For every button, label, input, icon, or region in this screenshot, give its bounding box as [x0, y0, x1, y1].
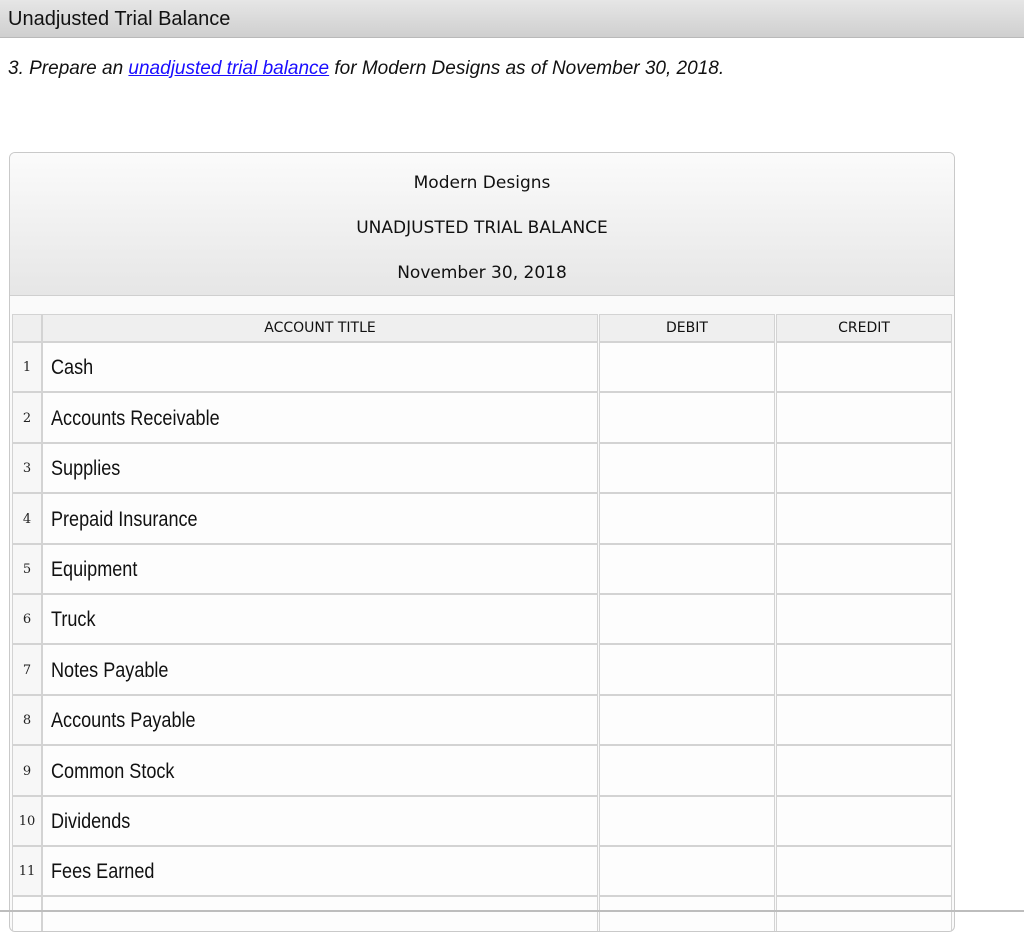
debit-input[interactable]	[599, 594, 775, 644]
credit-input[interactable]	[776, 544, 952, 594]
credit-header: CREDIT	[776, 314, 952, 342]
instruction-prefix: 3. Prepare an	[8, 58, 129, 79]
row-number: 11	[12, 846, 42, 896]
account-title-header: ACCOUNT TITLE	[42, 314, 598, 342]
account-title-cell	[42, 392, 598, 443]
table-cell-partial	[599, 896, 775, 932]
debit-input[interactable]	[599, 392, 775, 443]
credit-input[interactable]	[776, 342, 952, 392]
account-title-cell	[42, 443, 598, 493]
row-number: 10	[12, 796, 42, 846]
account-title-text: Accounts Receivable	[51, 407, 220, 430]
credit-input[interactable]	[776, 392, 952, 443]
row-number: 6	[12, 594, 42, 644]
account-title-cell	[42, 544, 598, 594]
table-cell-partial	[42, 896, 598, 932]
instruction-suffix: for Modern Designs as of November 30, 2018.	[329, 58, 725, 79]
debit-input[interactable]	[599, 342, 775, 392]
row-number: 4	[12, 493, 42, 544]
account-title-text: Truck	[51, 608, 96, 631]
row-number-header	[12, 314, 42, 342]
company-name: Modern Designs	[413, 173, 551, 193]
account-title-cell	[42, 594, 598, 644]
credit-input[interactable]	[776, 644, 952, 695]
credit-input[interactable]	[776, 594, 952, 644]
account-title-text: Notes Payable	[51, 659, 169, 682]
table-cell-partial	[12, 896, 42, 932]
trial-balance-panel	[9, 152, 955, 932]
row-number: 2	[12, 392, 42, 443]
credit-input[interactable]	[776, 745, 952, 796]
section-title: Unadjusted Trial Balance	[8, 8, 231, 30]
account-title-cell	[42, 493, 598, 544]
account-title-text: Accounts Payable	[51, 709, 196, 732]
row-number: 3	[12, 443, 42, 493]
account-title-text: Fees Earned	[51, 860, 155, 883]
debit-input[interactable]	[599, 644, 775, 695]
row-number: 8	[12, 695, 42, 745]
credit-input[interactable]	[776, 443, 952, 493]
account-title-cell	[42, 796, 598, 846]
debit-input[interactable]	[599, 796, 775, 846]
statement-date: November 30, 2018	[397, 263, 567, 283]
row-number: 5	[12, 544, 42, 594]
debit-input[interactable]	[599, 745, 775, 796]
credit-input[interactable]	[776, 695, 952, 745]
account-title-cell	[42, 644, 598, 695]
account-title-cell	[42, 695, 598, 745]
trial-balance-link[interactable]: unadjusted trial balance	[128, 58, 330, 79]
table-cell-partial	[776, 896, 952, 932]
account-title-text: Equipment	[51, 558, 138, 581]
credit-input[interactable]	[776, 846, 952, 896]
instruction-text	[8, 58, 724, 80]
page-bottom-divider	[0, 910, 1024, 912]
account-title-text: Supplies	[51, 457, 121, 480]
account-title-text: Dividends	[51, 810, 131, 833]
debit-header: DEBIT	[599, 314, 775, 342]
debit-input[interactable]	[599, 544, 775, 594]
credit-input[interactable]	[776, 796, 952, 846]
account-title-cell	[42, 846, 598, 896]
row-number: 7	[12, 644, 42, 695]
statement-title: UNADJUSTED TRIAL BALANCE	[356, 218, 608, 238]
account-title-cell	[42, 745, 598, 796]
debit-input[interactable]	[599, 493, 775, 544]
account-title-cell	[42, 342, 598, 392]
account-title-text: Common Stock	[51, 760, 175, 783]
debit-input[interactable]	[599, 443, 775, 493]
statement-heading	[10, 153, 954, 296]
row-number: 1	[12, 342, 42, 392]
credit-input[interactable]	[776, 493, 952, 544]
account-title-text: Cash	[51, 356, 94, 379]
account-title-text: Prepaid Insurance	[51, 508, 198, 531]
section-header-bar	[0, 0, 1024, 38]
row-number: 9	[12, 745, 42, 796]
debit-input[interactable]	[599, 695, 775, 745]
debit-input[interactable]	[599, 846, 775, 896]
